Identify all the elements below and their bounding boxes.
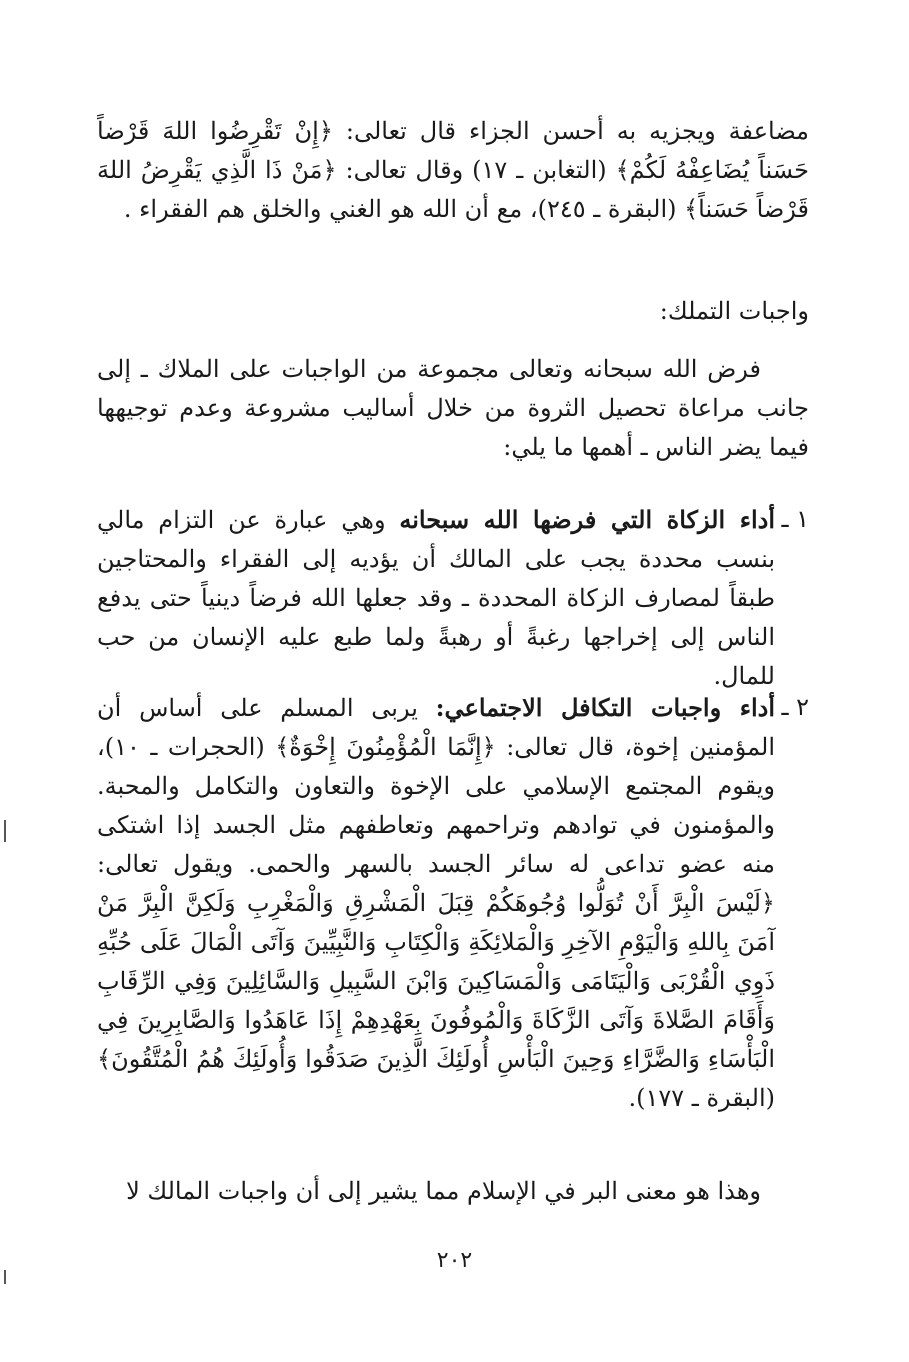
scan-edge-mark	[4, 1270, 6, 1284]
list-item-text: وهي عبارة عن التزام مالي بنسب محددة يجب على المالك أن يؤديه إلى الفقراء والمحتاجين طبقاً لمصارف الزكاة المحددة ـ وقد جعلها الله فرضاً دينياً حتى يدفع الناس إلى إخراجها رغبةً أو رهبةً ولما طبع عليه الإنسان من حب للمال.	[97, 506, 775, 690]
list-item-title: أداء الزكاة التي فرضها الله سبحانه	[399, 505, 775, 534]
list-item-zakat	[97, 500, 809, 696]
closing-paragraph: وهذا هو معنى البر في الإسلام مما يشير إلى أن واجبات المالك لا	[126, 1177, 761, 1205]
list-item-body	[97, 688, 775, 1118]
list-item-number: ١ ـ	[781, 505, 809, 533]
scan-edge-mark	[4, 820, 6, 842]
section-heading: واجبات التملك:	[659, 297, 809, 325]
intro-paragraph: مضاعفة ويجزيه به أحسن الجزاء قال تعالى: ﴿إِنْ تَقْرِضُوا اللهَ قَرْضاً حَسَناً يُضَاعِفْهُ لَكُمْ﴾ (التغابن ـ ١٧) وقال تعالى: ﴿مَنْ ذَا الَّذِي يَقْرِضُ اللهَ قَرْضاً حَسَناً﴾ (البقرة ـ ٢٤٥)، مع أن الله هو الغني والخلق هم الفقراء .	[97, 117, 809, 223]
page-number: ٢٠٢	[436, 1248, 473, 1273]
list-item-social-solidarity	[97, 688, 809, 1118]
list-item-title: أداء واجبات التكافل الاجتماعي:	[435, 693, 775, 722]
list-item-body	[97, 500, 775, 696]
list-item-number: ٢ ـ	[781, 693, 809, 721]
list-item-text: يربى المسلم على أساس أن المؤمنين إخوة، قال تعالى: ﴿إِنَّمَا الْمُؤْمِنُونَ إِخْوَةٌ﴾ (الحجرات ـ ١٠)، ويقوم المجتمع الإسلامي على الإخوة والتعاون والتكامل والمحبة. والمؤمنون في توادهم وتراحمهم وتعاطفهم مثل الجسد إذا اشتكى منه عضو تداعى له سائر الجسد بالسهر والحمى. ويقول تعالى: ﴿لَيْسَ الْبِرَّ أَنْ تُوَلُّوا وُجُوهَكُمْ قِبَلَ الْمَشْرِقِ وَالْمَغْرِبِ وَلَكِنَّ الْبِرَّ مَنْ آمَنَ بِاللهِ وَالْيَوْمِ الآخِرِ وَالْمَلائِكَةِ وَالْكِتَابِ وَالنَّبِيِّينَ وَآتَى الْمَالَ عَلَى حُبِّهِ ذَوِي الْقُرْبَى وَالْيَتَامَى وَالْمَسَاكِينَ وَابْنَ السَّبِيلِ وَالسَّائِلِينَ وَفِي الرِّقَابِ وَأَقَامَ الصَّلاةَ وَآتَى الزَّكَاةَ وَالْمُوفُونَ بِعَهْدِهِمْ إِذَا عَاهَدُوا وَالصَّابِرِينَ فِي الْبَأْسَاءِ وَالضَّرَّاءِ وَحِينَ الْبَأْسِ أُولَئِكَ الَّذِينَ صَدَقُوا وَأُولَئِكَ هُمُ الْمُتَّقُونَ﴾ (البقرة ـ ١٧٧).	[97, 694, 775, 1112]
section-intro-paragraph: فرض الله سبحانه وتعالى مجموعة من الواجبات على الملاك ـ إلى جانب مراعاة تحصيل الثروة من خلال أساليب مشروعة وعدم توجيهها فيما يضر الناس ـ أهمها ما يلي:	[97, 355, 810, 461]
